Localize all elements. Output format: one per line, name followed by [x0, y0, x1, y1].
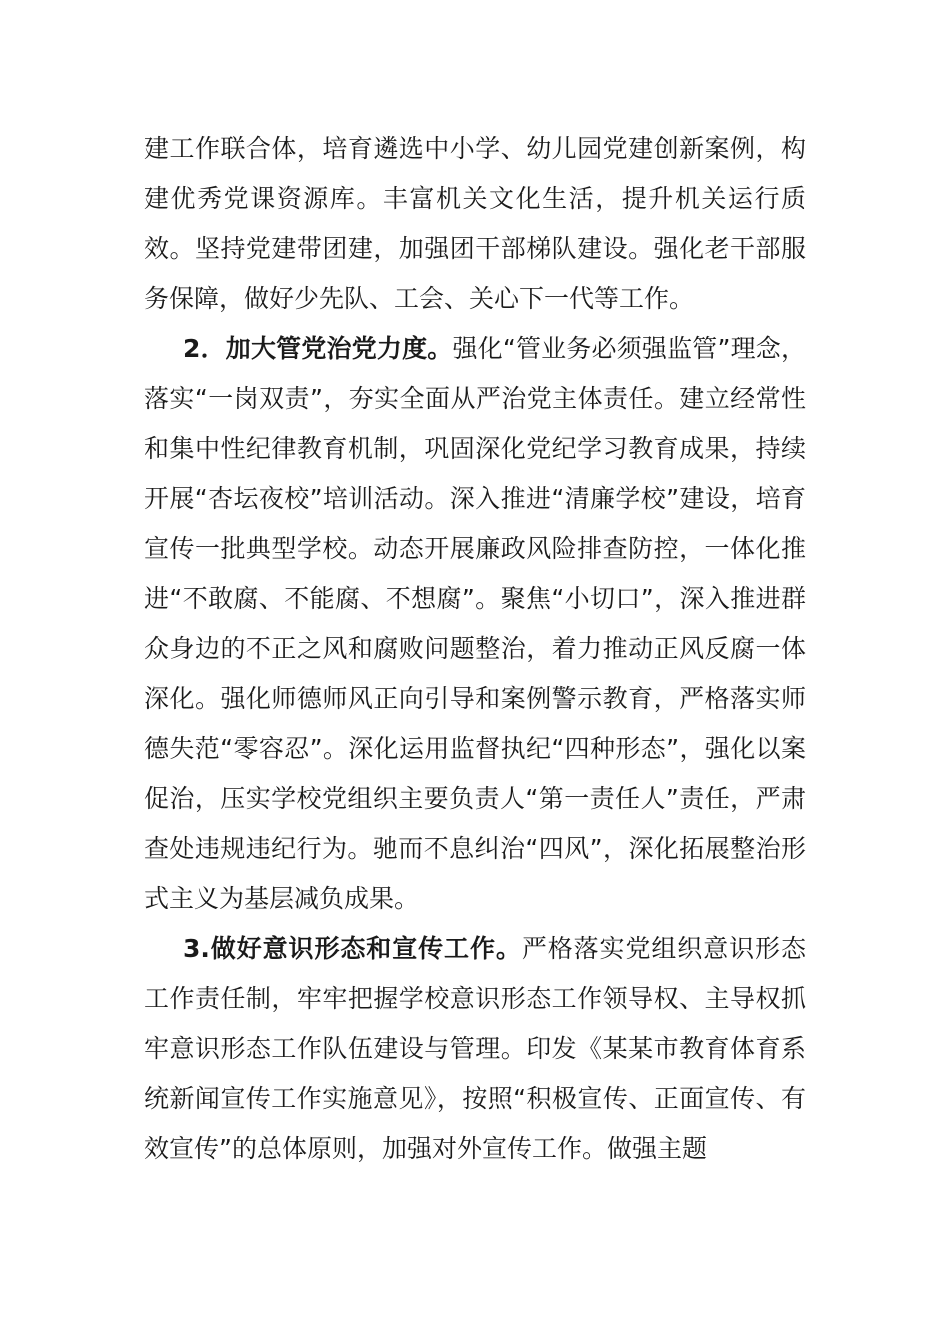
- paragraph-text: 严格落实党组织意识形态工作责任制，牢牢把握学校意识形态工作领导权、主导权抓牢意识形态工作队伍建设与管理。印发《某某市教育体育系统新闻宣传工作实施意见》，按照“积极宣传、正面宣传、有效宣传”的总体原则，加强对外宣传工作。做强主题: [144, 934, 806, 1163]
- paragraph-item-3: [144, 924, 806, 1174]
- paragraph-item-2: [144, 324, 806, 924]
- paragraph-heading: 2．加大管党治党力度。: [183, 334, 453, 363]
- paragraph-text: 强化“管业务必须强监管”理念，落实“一岗双责”，夯实全面从严治党主体责任。建立经常性和集中性纪律教育机制，巩固深化党纪学习教育成果，持续开展“杏坛夜校”培训活动。深入推进“清廉学校”建设，培育宣传一批典型学校。动态开展廉政风险排查防控，一体化推进“不敢腐、不能腐、不想腐”。聚焦“小切口”，深入推进群众身边的不正之风和腐败问题整治，着力推动正风反腐一体深化。强化师德师风正向引导和案例警示教育，严格落实师德失范“零容忍”。深化运用监督执纪“四种形态”，强化以案促治，压实学校党组织主要负责人“第一责任人”责任，严肃查处违规违纪行为。驰而不息纠治“四风”，深化拓展整治形式主义为基层减负成果。: [144, 334, 806, 913]
- paragraph-text: 建工作联合体，培育遴选中小学、幼儿园党建创新案例，构建优秀党课资源库。丰富机关文化生活，提升机关运行质效。坚持党建带团建，加强团干部梯队建设。强化老干部服务保障，做好少先队、工会、关心下一代等工作。: [144, 134, 806, 313]
- paragraph-continuation: [144, 124, 806, 324]
- document-body: [144, 124, 806, 1174]
- paragraph-heading: 3.做好意识形态和宣传工作。: [183, 934, 522, 963]
